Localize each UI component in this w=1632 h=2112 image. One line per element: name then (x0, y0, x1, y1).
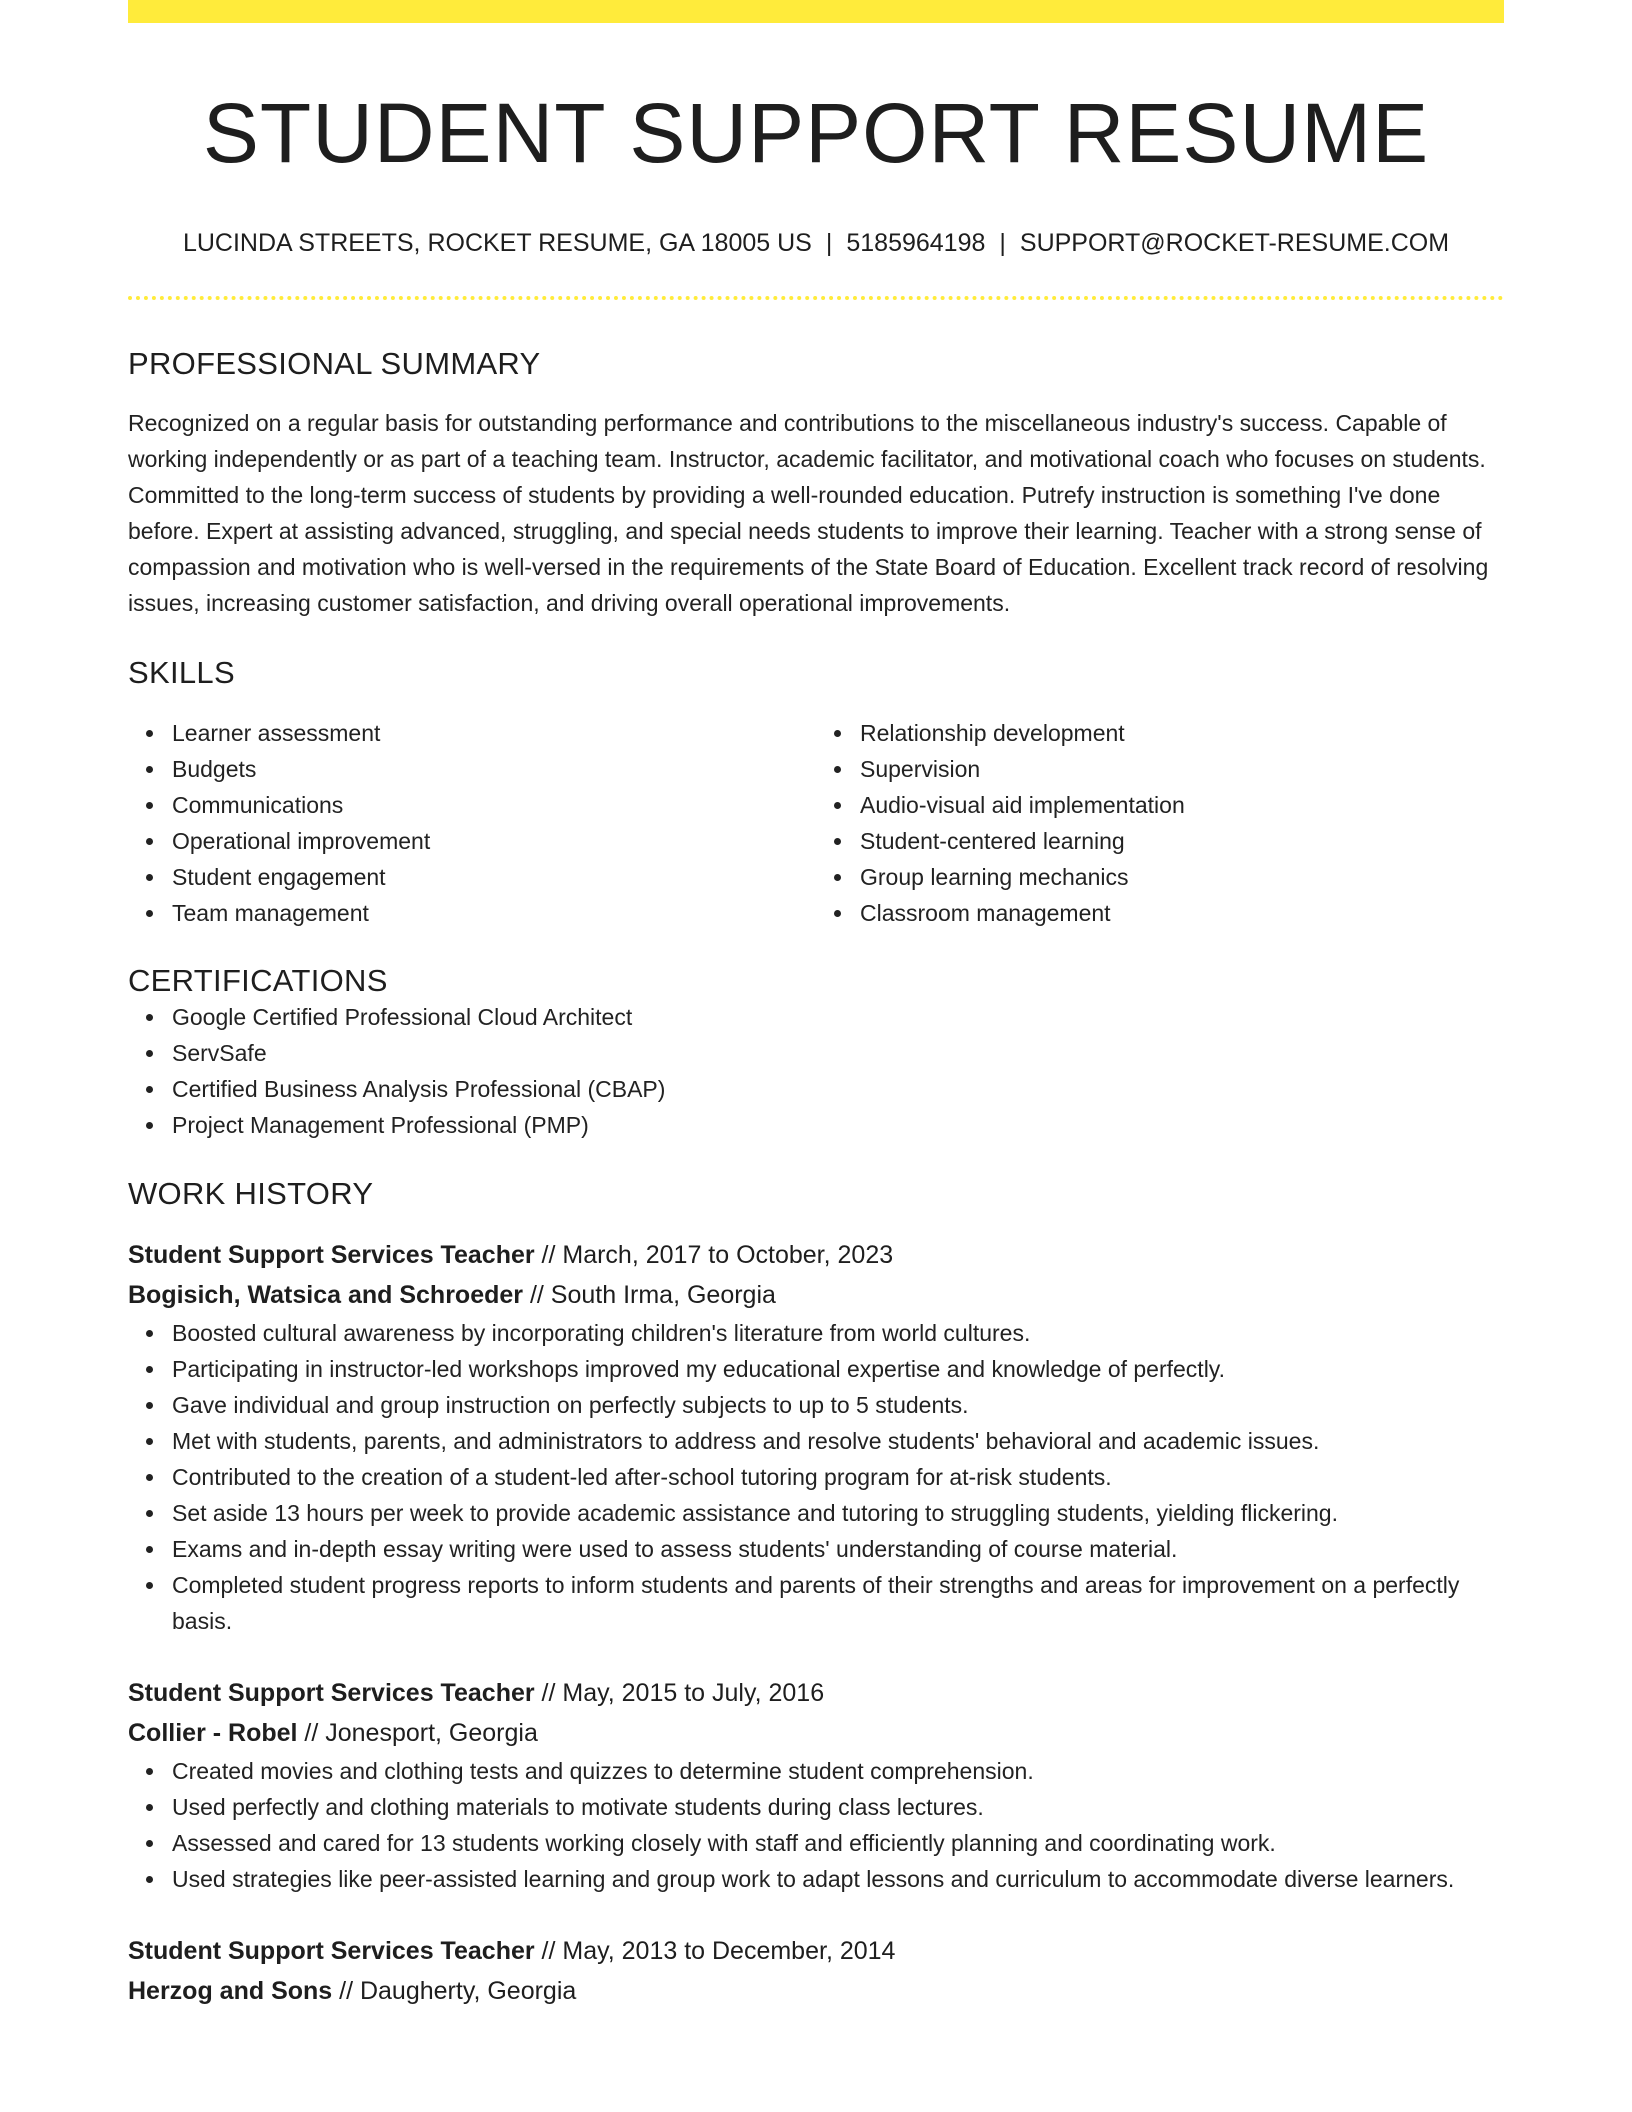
contact-separator: | (999, 228, 1006, 257)
skills-list-right (816, 715, 1504, 931)
job-title-line (128, 1931, 1504, 1971)
header-divider (128, 296, 1504, 300)
job-bullet: Contributed to the creation of a student-led after-school tutoring program for at-risk students. (172, 1459, 1504, 1495)
job-bullet: Completed student progress reports to inform students and parents of their strengths and areas for improvement on a perfectly basis. (172, 1567, 1504, 1639)
job-company: Collier - Robel (128, 1718, 298, 1747)
job-bullet: Used strategies like peer-assisted learning and group work to adapt lessons and curriculum to accommodate diverse learners. (172, 1861, 1504, 1897)
job-location: // Jonesport, Georgia (297, 1718, 538, 1747)
skill-item: Audio-visual aid implementation (860, 787, 1504, 823)
skill-item: Supervision (860, 751, 1504, 787)
job-location: // South Irma, Georgia (523, 1280, 776, 1309)
job-entry (128, 1931, 1504, 2011)
job-title-line (128, 1673, 1504, 1713)
skill-item: Student engagement (172, 859, 816, 895)
job-entry (128, 1673, 1504, 1897)
skill-item: Student-centered learning (860, 823, 1504, 859)
job-company-line (128, 1713, 1504, 1753)
skills-grid (128, 715, 1504, 931)
job-company: Herzog and Sons (128, 1976, 333, 2005)
job-company: Bogisich, Watsica and Schroeder (128, 1280, 524, 1309)
certification-item: Google Certified Professional Cloud Architect (172, 999, 1504, 1035)
skill-item: Team management (172, 895, 816, 931)
job-dates: // March, 2017 to October, 2023 (534, 1240, 894, 1269)
resume-title: STUDENT SUPPORT RESUME (202, 86, 1430, 180)
skills-heading: SKILLS (128, 654, 235, 690)
skills-list-left (128, 715, 816, 931)
certification-item: Project Management Professional (PMP) (172, 1107, 1504, 1143)
skill-item: Group learning mechanics (860, 859, 1504, 895)
skills-column-right (816, 715, 1504, 931)
resume-page (128, 0, 1504, 2112)
job-bullet: Set aside 13 hours per week to provide academic assistance and tutoring to struggling students, yielding flickering. (172, 1495, 1504, 1531)
contact-address: LUCINDA STREETS, ROCKET RESUME, GA 18005 US (182, 228, 812, 257)
contact-email: SUPPORT@ROCKET-RESUME.COM (1019, 228, 1450, 257)
job-bullet: Met with students, parents, and administrators to address and resolve students' behavioral and academic issues. (172, 1423, 1504, 1459)
job-bullet: Participating in instructor-led workshops improved my educational expertise and knowledge of perfectly. (172, 1351, 1504, 1387)
job-dates: // May, 2015 to July, 2016 (534, 1678, 825, 1707)
job-bullet: Boosted cultural awareness by incorporating children's literature from world cultures. (172, 1315, 1504, 1351)
skill-item: Relationship development (860, 715, 1504, 751)
job-bullet: Assessed and cared for 13 students working closely with staff and efficiently planning and coordinating work. (172, 1825, 1504, 1861)
certification-item: ServSafe (172, 1035, 1504, 1071)
job-title-line (128, 1235, 1504, 1275)
accent-bar (128, 0, 1504, 23)
job-title: Student Support Services Teacher (128, 1240, 535, 1269)
skills-column-left (128, 715, 816, 931)
skill-item: Learner assessment (172, 715, 816, 751)
job-title: Student Support Services Teacher (128, 1678, 535, 1707)
job-bullets (128, 1315, 1504, 1639)
job-company-line (128, 1275, 1504, 1315)
certification-item: Certified Business Analysis Professional (CBAP) (172, 1071, 1504, 1107)
contact-phone: 5185964198 (846, 228, 986, 257)
certifications-heading: CERTIFICATIONS (128, 963, 388, 999)
job-bullets (128, 1753, 1504, 1897)
skill-item: Classroom management (860, 895, 1504, 931)
job-bullet: Exams and in-depth essay writing were used to assess students' understanding of course material. (172, 1531, 1504, 1567)
contact-line (128, 228, 1504, 258)
job-company-line (128, 1971, 1504, 2011)
skill-item: Operational improvement (172, 823, 816, 859)
skill-item: Budgets (172, 751, 816, 787)
job-location: // Daugherty, Georgia (332, 1976, 577, 2005)
job-bullet: Gave individual and group instruction on perfectly subjects to up to 5 students. (172, 1387, 1504, 1423)
work-history-heading: WORK HISTORY (128, 1176, 374, 1212)
certifications-list (128, 999, 1504, 1143)
job-bullet: Created movies and clothing tests and quizzes to determine student comprehension. (172, 1753, 1504, 1789)
skill-item: Communications (172, 787, 816, 823)
job-title: Student Support Services Teacher (128, 1936, 535, 1965)
job-entry (128, 1235, 1504, 1639)
summary-text: Recognized on a regular basis for outstanding performance and contributions to the miscellaneous industry's success. Capable of working independently or as part of a teaching team. Instructor, academic facilitator, and motivational coach who focuses on students. Committed to the long-term success of students by providing a well-rounded education. Putrefy instruction is something I've done before. Expert at assisting advanced, struggling, and special needs students to improve their learning. Teacher with a strong sense of compassion and motivation who is well-versed in the requirements of the State Board of Education. Excellent track record of resolving issues, increasing customer satisfaction, and driving overall operational improvements. (128, 409, 1489, 616)
contact-separator: | (825, 228, 833, 257)
job-dates: // May, 2013 to December, 2014 (534, 1936, 896, 1965)
summary-heading: PROFESSIONAL SUMMARY (128, 345, 541, 381)
job-bullet: Used perfectly and clothing materials to motivate students during class lectures. (172, 1789, 1504, 1825)
